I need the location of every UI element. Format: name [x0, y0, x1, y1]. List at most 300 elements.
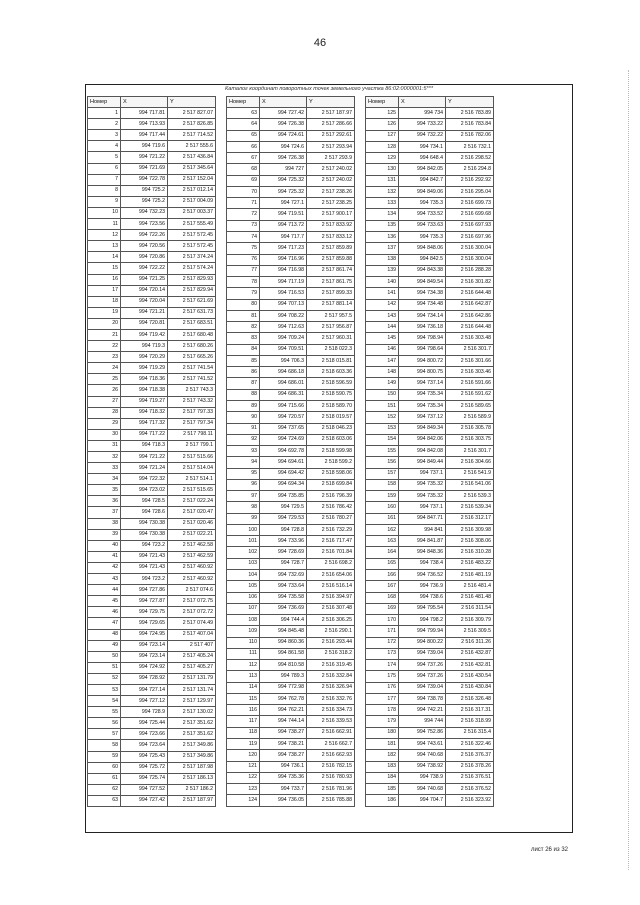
x-coordinate: 994 744 [399, 716, 446, 727]
point-number: 68 [227, 164, 260, 175]
point-number: 134 [366, 209, 399, 220]
y-coordinate: 2 517 572.45 [168, 241, 216, 252]
point-number: 178 [366, 705, 399, 716]
table-row [227, 750, 355, 761]
point-number: 71 [227, 198, 260, 209]
point-number: 162 [366, 524, 399, 535]
table-row [366, 288, 494, 299]
x-coordinate: 994 730.38 [121, 518, 168, 529]
coordinate-table-1 [87, 96, 216, 807]
x-coordinate: 994 725.43 [121, 751, 168, 762]
point-number: 10 [88, 207, 121, 218]
table-row [227, 705, 355, 716]
y-coordinate: 2 517 797.33 [168, 407, 216, 418]
point-number: 138 [366, 254, 399, 265]
table-row [366, 254, 494, 265]
y-coordinate: 2 516 301.66 [446, 355, 494, 366]
y-coordinate: 2 518 589.70 [307, 401, 355, 412]
x-coordinate: 994 735.3 [399, 232, 446, 243]
point-number: 157 [366, 468, 399, 479]
y-coordinate: 2 516 654.06 [307, 569, 355, 580]
table-row [366, 705, 494, 716]
x-coordinate: 994 719.29 [121, 363, 168, 374]
point-number: 16 [88, 274, 121, 285]
point-number: 7 [88, 174, 121, 185]
y-coordinate: 2 516 288.28 [446, 265, 494, 276]
point-number: 111 [227, 648, 260, 659]
y-coordinate: 2 517 743.32 [168, 396, 216, 407]
table-row [366, 209, 494, 220]
point-number: 147 [366, 355, 399, 366]
point-number: 130 [366, 164, 399, 175]
point-number: 168 [366, 592, 399, 603]
x-coordinate: 994 842.06 [399, 434, 446, 445]
table-row [227, 592, 355, 603]
point-number: 44 [88, 585, 121, 596]
point-number: 55 [88, 707, 121, 718]
point-number: 27 [88, 396, 121, 407]
point-number: 17 [88, 285, 121, 296]
table-row [366, 592, 494, 603]
y-coordinate: 2 517 680.48 [168, 329, 216, 340]
x-coordinate: 994 738.27 [260, 750, 307, 761]
point-number: 173 [366, 648, 399, 659]
point-number: 53 [88, 684, 121, 695]
table-row [88, 440, 216, 451]
table-row [88, 174, 216, 185]
x-coordinate: 994 728.8 [260, 524, 307, 535]
table-row [366, 784, 494, 795]
x-coordinate: 994 789.3 [260, 671, 307, 682]
y-coordinate: 2 517 462.59 [168, 551, 216, 562]
table-row [366, 502, 494, 513]
x-coordinate: 994 721.21 [121, 307, 168, 318]
y-coordinate: 2 516 539.34 [446, 502, 494, 513]
point-number: 90 [227, 412, 260, 423]
table-row [88, 307, 216, 318]
y-coordinate: 2 516 376.37 [446, 750, 494, 761]
table-row [366, 141, 494, 152]
point-number: 56 [88, 718, 121, 729]
table-row [88, 795, 216, 806]
x-coordinate: 994 720.04 [121, 296, 168, 307]
x-coordinate: 994 800.72 [399, 355, 446, 366]
x-coordinate: 994 718.36 [121, 374, 168, 385]
y-coordinate: 2 516 334.73 [307, 705, 355, 716]
y-coordinate: 2 516 310.28 [446, 547, 494, 558]
y-coordinate: 2 516 332.84 [307, 671, 355, 682]
point-number: 43 [88, 574, 121, 585]
x-coordinate: 994 728.9 [121, 707, 168, 718]
y-coordinate: 2 517 900.17 [307, 209, 355, 220]
table-row [88, 108, 216, 119]
y-coordinate: 2 516 780.93 [307, 772, 355, 783]
y-coordinate: 2 516 642.87 [446, 299, 494, 310]
y-coordinate: 2 516 644.48 [446, 322, 494, 333]
table-row [227, 761, 355, 772]
x-coordinate: 994 725.74 [121, 773, 168, 784]
table-row [366, 671, 494, 682]
y-coordinate: 2 517 131.79 [168, 673, 216, 684]
y-coordinate: 2 516 642.86 [446, 310, 494, 321]
x-coordinate: 994 738.9 [399, 772, 446, 783]
y-coordinate: 2 516 698.2 [307, 558, 355, 569]
table-row [366, 795, 494, 807]
y-coordinate: 2 517 899.33 [307, 288, 355, 299]
x-coordinate: 994 706.3 [260, 355, 307, 366]
x-coordinate: 994 719.51 [260, 209, 307, 220]
x-coordinate: 994 720.56 [121, 241, 168, 252]
x-coordinate: 994 744.14 [260, 716, 307, 727]
x-coordinate: 994 841 [399, 524, 446, 535]
point-number: 32 [88, 452, 121, 463]
table-row [227, 243, 355, 254]
point-number: 176 [366, 682, 399, 693]
point-number: 118 [227, 727, 260, 738]
y-coordinate: 2 516 376.51 [446, 772, 494, 783]
point-number: 2 [88, 119, 121, 130]
table-row [88, 551, 216, 562]
point-number: 47 [88, 618, 121, 629]
table-row [366, 389, 494, 400]
y-coordinate: 2 517 022.21 [168, 529, 216, 540]
point-number: 35 [88, 485, 121, 496]
y-coordinate: 2 516 782.15 [307, 761, 355, 772]
y-coordinate: 2 517 374.24 [168, 252, 216, 263]
table-row [227, 434, 355, 445]
point-number: 6 [88, 163, 121, 174]
x-coordinate: 994 849.44 [399, 457, 446, 468]
y-coordinate: 2 516 732.1 [446, 141, 494, 152]
table-row [88, 684, 216, 695]
y-coordinate: 2 516 319.45 [307, 660, 355, 671]
point-number: 40 [88, 540, 121, 551]
x-coordinate: 994 721.69 [121, 163, 168, 174]
y-coordinate: 2 516 717.47 [307, 536, 355, 547]
point-number: 14 [88, 252, 121, 263]
y-coordinate: 2 518 599.2 [307, 457, 355, 468]
y-coordinate: 2 516 304.66 [446, 457, 494, 468]
point-number: 133 [366, 198, 399, 209]
coordinate-tables [87, 96, 571, 807]
table-row [88, 407, 216, 418]
x-coordinate: 994 849.06 [399, 186, 446, 197]
x-coordinate: 994 800.22 [399, 637, 446, 648]
y-coordinate: 2 517 129.97 [168, 696, 216, 707]
table-row [366, 243, 494, 254]
table-row [88, 341, 216, 352]
x-coordinate: 994 739.04 [399, 682, 446, 693]
x-coordinate: 994 721.43 [121, 551, 168, 562]
x-coordinate: 994 735.32 [399, 491, 446, 502]
table-row [227, 479, 355, 490]
x-coordinate: 994 717.81 [121, 108, 168, 119]
point-number: 46 [88, 607, 121, 618]
y-coordinate: 2 516 430.54 [446, 671, 494, 682]
x-coordinate: 994 725.44 [121, 718, 168, 729]
table-row [366, 693, 494, 704]
x-coordinate: 994 722.32 [121, 474, 168, 485]
x-coordinate: 994 739.04 [399, 648, 446, 659]
point-number: 142 [366, 299, 399, 310]
table-row [88, 762, 216, 773]
x-coordinate: 994 724.95 [121, 629, 168, 640]
x-coordinate: 994 728.6 [121, 507, 168, 518]
table-row [227, 344, 355, 355]
point-number: 41 [88, 551, 121, 562]
x-coordinate: 994 720.29 [121, 352, 168, 363]
point-number: 129 [366, 153, 399, 164]
point-number: 24 [88, 363, 121, 374]
point-number: 22 [88, 341, 121, 352]
y-coordinate: 2 516 394.97 [307, 592, 355, 603]
point-number: 185 [366, 784, 399, 795]
x-coordinate: 994 686.31 [260, 389, 307, 400]
point-number: 69 [227, 175, 260, 186]
catalog-caption: Каталог координат поворотных точек земельного участка 86:02:0000001:5*** [225, 86, 433, 92]
x-coordinate: 994 737.65 [260, 423, 307, 434]
y-coordinate: 2 516 295.04 [446, 186, 494, 197]
table-row [227, 446, 355, 457]
x-coordinate: 994 719.42 [121, 329, 168, 340]
point-number: 70 [227, 186, 260, 197]
point-number: 127 [366, 130, 399, 141]
table-row [88, 562, 216, 573]
header-number: Номер [227, 97, 260, 108]
table-row [88, 540, 216, 551]
table-row [227, 727, 355, 738]
table-row [227, 615, 355, 626]
y-coordinate: 2 516 323.92 [446, 795, 494, 807]
table-row [227, 401, 355, 412]
x-coordinate: 994 720.57 [260, 412, 307, 423]
x-coordinate: 994 723.02 [121, 485, 168, 496]
y-coordinate: 2 518 603.36 [307, 367, 355, 378]
table-row [366, 108, 494, 119]
x-coordinate: 994 738.27 [260, 727, 307, 738]
y-coordinate: 2 517 555.6 [168, 141, 216, 152]
x-coordinate: 994 726.38 [260, 119, 307, 130]
x-coordinate: 994 725.2 [121, 196, 168, 207]
y-coordinate: 2 516 312.17 [446, 513, 494, 524]
point-number: 18 [88, 296, 121, 307]
x-coordinate: 994 717.32 [121, 418, 168, 429]
x-coordinate: 994 736.1 [260, 761, 307, 772]
table-row [88, 518, 216, 529]
x-coordinate: 994 694.42 [260, 468, 307, 479]
y-coordinate: 2 516 699.68 [446, 209, 494, 220]
x-coordinate: 994 727.14 [121, 684, 168, 695]
x-coordinate: 994 842.5 [399, 254, 446, 265]
x-coordinate: 994 713.93 [121, 119, 168, 130]
table-row [88, 219, 216, 230]
table-row [88, 496, 216, 507]
point-number: 20 [88, 318, 121, 329]
table-row [227, 119, 355, 130]
x-coordinate: 994 744.4 [260, 615, 307, 626]
point-number: 159 [366, 491, 399, 502]
y-coordinate: 2 517 881.14 [307, 299, 355, 310]
table-row [227, 547, 355, 558]
point-number: 96 [227, 479, 260, 490]
point-number: 150 [366, 389, 399, 400]
table-row [227, 389, 355, 400]
point-number: 107 [227, 603, 260, 614]
table-row [366, 344, 494, 355]
x-coordinate: 994 740.68 [399, 750, 446, 761]
table-row [227, 536, 355, 547]
y-coordinate: 2 517 799.1 [168, 440, 216, 451]
table-row [88, 429, 216, 440]
point-number: 28 [88, 407, 121, 418]
x-coordinate: 994 736.05 [260, 795, 307, 807]
x-coordinate: 994 798.2 [399, 615, 446, 626]
table-row [88, 285, 216, 296]
x-coordinate: 994 717.44 [121, 130, 168, 141]
y-coordinate: 2 516 481.4 [446, 581, 494, 592]
point-number: 79 [227, 288, 260, 299]
x-coordinate: 994 727 [260, 164, 307, 175]
x-coordinate: 994 727.87 [121, 596, 168, 607]
x-coordinate: 994 738.92 [399, 761, 446, 772]
x-coordinate: 994 728.5 [121, 496, 168, 507]
table-row [366, 310, 494, 321]
y-coordinate: 2 516 541.9 [446, 468, 494, 479]
y-coordinate: 2 517 515.65 [168, 485, 216, 496]
point-number: 154 [366, 434, 399, 445]
x-coordinate: 994 733.7 [260, 784, 307, 795]
table-gap [216, 96, 226, 807]
point-number: 21 [88, 329, 121, 340]
y-coordinate: 2 517 861.75 [307, 277, 355, 288]
y-coordinate: 2 517 351.62 [168, 729, 216, 740]
x-coordinate: 994 736.69 [260, 603, 307, 614]
y-coordinate: 2 517 714.52 [168, 130, 216, 141]
table-row [366, 761, 494, 772]
x-coordinate: 994 730.38 [121, 529, 168, 540]
point-number: 135 [366, 220, 399, 231]
table-row [366, 491, 494, 502]
point-number: 160 [366, 502, 399, 513]
table-row [366, 220, 494, 231]
point-number: 114 [227, 682, 260, 693]
table-row [227, 457, 355, 468]
y-coordinate: 2 517 187.97 [307, 108, 355, 119]
y-coordinate: 2 516 785.88 [307, 795, 355, 807]
x-coordinate: 994 727.52 [121, 784, 168, 795]
table-row [227, 310, 355, 321]
x-coordinate: 994 727.12 [121, 696, 168, 707]
table-row [88, 374, 216, 385]
y-coordinate: 2 517 960.31 [307, 333, 355, 344]
x-coordinate: 994 720.81 [121, 318, 168, 329]
y-coordinate: 2 517 407.04 [168, 629, 216, 640]
point-number: 13 [88, 241, 121, 252]
point-number: 98 [227, 502, 260, 513]
x-coordinate: 994 728.69 [260, 547, 307, 558]
y-coordinate: 2 516 662.91 [307, 727, 355, 738]
table-row [366, 626, 494, 637]
point-number: 121 [227, 761, 260, 772]
point-number: 15 [88, 263, 121, 274]
point-number: 108 [227, 615, 260, 626]
point-number: 80 [227, 299, 260, 310]
point-number: 113 [227, 671, 260, 682]
x-coordinate: 994 795.54 [399, 603, 446, 614]
table-row [366, 423, 494, 434]
point-number: 11 [88, 219, 121, 230]
y-coordinate: 2 516 322.46 [446, 738, 494, 749]
header-y: Y [446, 97, 494, 108]
table-row [366, 367, 494, 378]
y-coordinate: 2 517 861.74 [307, 265, 355, 276]
y-coordinate: 2 516 481.19 [446, 569, 494, 580]
point-number: 139 [366, 265, 399, 276]
table-row [227, 491, 355, 502]
y-coordinate: 2 516 301.7 [446, 446, 494, 457]
y-coordinate: 2 516 301.7 [446, 344, 494, 355]
table-row [366, 277, 494, 288]
x-coordinate: 994 729.5 [260, 502, 307, 513]
table-row [366, 660, 494, 671]
y-coordinate: 2 516 699.73 [446, 198, 494, 209]
point-number: 101 [227, 536, 260, 547]
table-row [366, 198, 494, 209]
point-number: 153 [366, 423, 399, 434]
x-coordinate: 994 686.01 [260, 378, 307, 389]
x-coordinate: 994 722.26 [121, 230, 168, 241]
table-row [227, 412, 355, 423]
x-coordinate: 994 725.32 [260, 175, 307, 186]
table-row [88, 185, 216, 196]
x-coordinate: 994 762.78 [260, 693, 307, 704]
table-row [88, 385, 216, 396]
y-coordinate: 2 516 315.4 [446, 727, 494, 738]
table-row [88, 363, 216, 374]
x-coordinate: 994 740.68 [399, 784, 446, 795]
y-coordinate: 2 517 956.87 [307, 322, 355, 333]
y-coordinate: 2 516 307.48 [307, 603, 355, 614]
x-coordinate: 994 738.21 [260, 738, 307, 749]
table-row [88, 773, 216, 784]
point-number: 131 [366, 175, 399, 186]
table-row [88, 163, 216, 174]
y-coordinate: 2 517 797.34 [168, 418, 216, 429]
x-coordinate: 994 734 [399, 108, 446, 119]
table-row [88, 207, 216, 218]
x-coordinate: 994 733.64 [260, 581, 307, 592]
y-coordinate: 2 517 187.98 [168, 762, 216, 773]
x-coordinate: 994 720.14 [121, 285, 168, 296]
point-number: 78 [227, 277, 260, 288]
x-coordinate: 994 735.58 [260, 592, 307, 603]
y-coordinate: 2 516 376.52 [446, 784, 494, 795]
y-coordinate: 2 518 046.23 [307, 423, 355, 434]
y-coordinate: 2 517 631.73 [168, 307, 216, 318]
point-number: 125 [366, 108, 399, 119]
table-row [227, 108, 355, 119]
y-coordinate: 2 516 541.06 [446, 479, 494, 490]
x-coordinate: 994 733.52 [399, 209, 446, 220]
table-row [366, 333, 494, 344]
point-number: 148 [366, 367, 399, 378]
x-coordinate: 994 735.32 [399, 479, 446, 490]
table-row [88, 662, 216, 673]
y-coordinate: 2 516 311.26 [446, 637, 494, 648]
point-number: 3 [88, 130, 121, 141]
x-coordinate: 994 733.22 [399, 119, 446, 130]
point-number: 97 [227, 491, 260, 502]
